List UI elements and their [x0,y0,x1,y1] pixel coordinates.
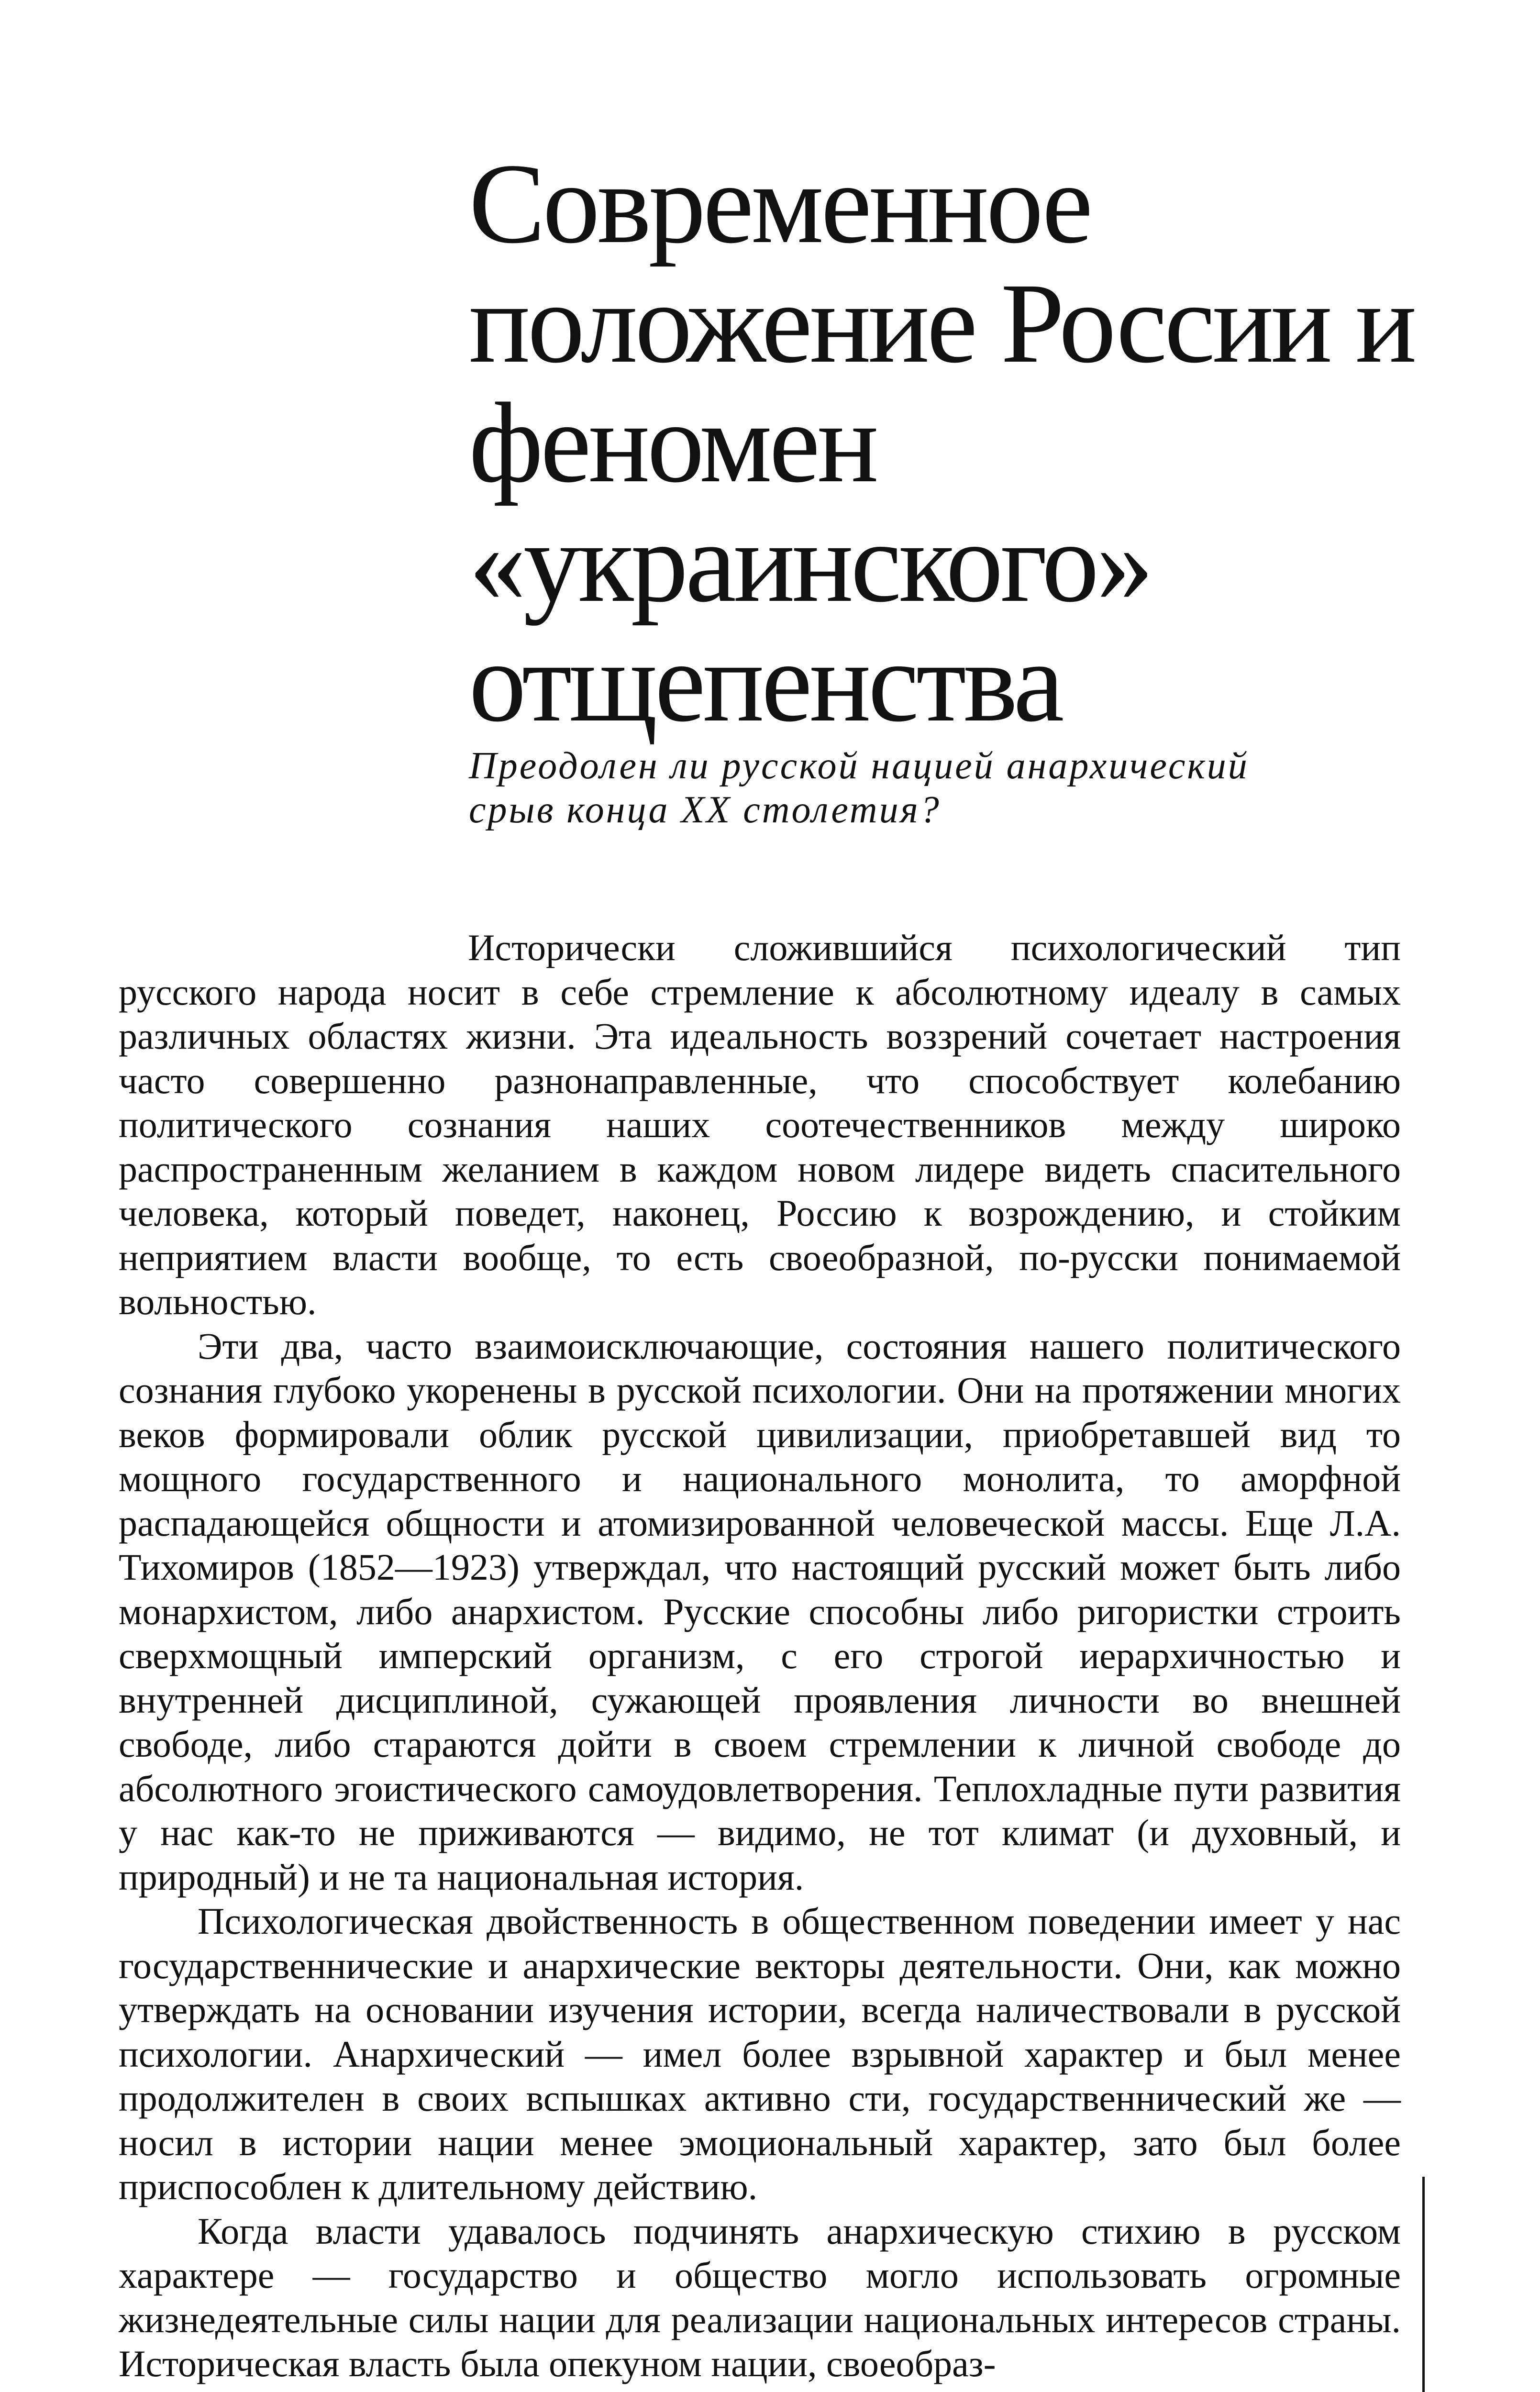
paragraph: Психологическая двойственность в общественном поведении имеет у нас государственнические и анархические векторы деятельности. Они, как можно утверждать на основании изучения истории, всегда наличествовали в русской психологии. Анархический — имел более взрывной характер и был менее продолжителен в своих вспышках активно сти, государственнический же — носил в истории нации менее эмоциональный характер, зато был более приспособлен к длительному действию. [119,1900,1401,2207]
body-text [119,926,1401,2386]
chapter-subtitle-line: Преодолен ли русской нацией анархический [469,745,1249,787]
paragraph: Когда власти удавалось подчинять анархическую стихию в русском характере — государство и общество могло использовать огромные жизнедеятельные силы нации для реализации национальных интересов страны. Историческая власть была опекуном нации, своеобраз- [119,2210,1401,2384]
chapter-title-line: феномен [469,379,876,506]
margin-rule [1422,2177,1425,2392]
chapter-title-line: Современное [469,140,1090,267]
chapter-title [469,140,1450,745]
paragraph: Исторически сложившийся психологический тип русского народа носит в себе стремление к абсолютному идеалу в самых различных областях жизни. Эта идеальность воззрений сочетает настроения часто совершенно разнонаправленные, что способствует колебанию политического сознания наших соотечественников между широко распространенным желанием в каждом новом лидере видеть спасительного человека, который поведет, наконец, Россию к возрождению, и стойким неприятием власти вообще, то есть своеобразной, по-русски понимаемой вольностью. [119,927,1401,1322]
chapter-subtitle-line: срыв конца XX столетия? [469,789,941,831]
chapter-subtitle [469,744,1416,832]
paragraph: Эти два, часто взаимоисключающие, состояния нашего политического сознания глубоко укоренены в русской психологии. Они на протяжении многих веков формировали облик русской цивилизации, приобретавшей вид то мощного государственного и национального монолита, то аморфной распадающейся общности и атомизированной человеческой массы. Еще Л.А. Тихомиров (1852—1923) утверждал, что настоящий русский может быть либо монархистом, либо анархистом. Русские способны либо ригористки строить сверхмощный имперский организм, с его строгой иерархичностью и внутренней дисциплиной, сужающей проявления личности во внешней свободе, либо стараются дойти в своем стремлении к личной свободе до абсолютного эгоистического самоудовлетворения. Теплохладные пути развития у нас как-то не приживаются — видимо, не тот климат (и духовный, и природный) и не та национальная история. [119,1325,1401,1898]
chapter-title-line: отщепенства [469,618,1062,745]
chapter-title-line: положение России и [469,259,1414,387]
chapter-title-line: «украинского» [469,498,1151,626]
